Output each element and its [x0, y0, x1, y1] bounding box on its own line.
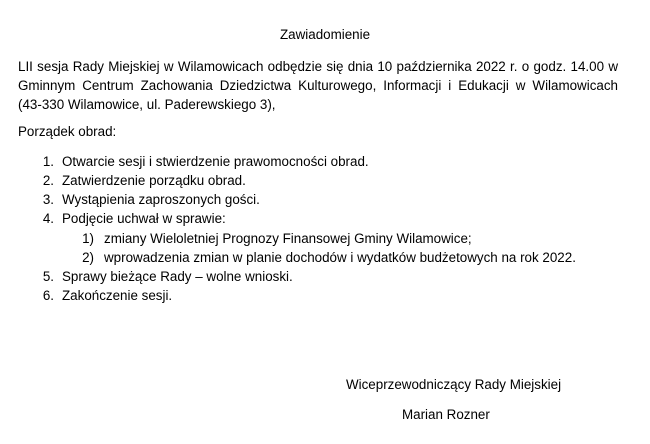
agenda-item [18, 152, 369, 171]
signature-name: Marian Rozner [402, 407, 490, 422]
agenda-item-text: Sprawy bieżące Rady – wolne wnioski. [62, 269, 293, 284]
agenda-item [18, 209, 226, 228]
agenda-item-number: 2. [42, 173, 54, 188]
agenda-heading: Porządek obrad: [18, 124, 117, 139]
agenda-subitem [64, 229, 472, 248]
intro-line: Gminnym Centrum Zachowania Dziedzictwa Kulturowego, Informacji i Edukacji w Wilamowicach [18, 78, 618, 93]
agenda-subitem-number: 2) [82, 250, 94, 265]
intro-line: (43-330 Wilamowice, ul. Paderewskiego 3), [18, 97, 276, 112]
agenda-subitem [64, 248, 576, 267]
agenda-subitem-number: 1) [82, 231, 94, 246]
agenda-item-number: 4. [42, 211, 54, 226]
agenda-subitem-text: zmiany Wieloletniej Prognozy Finansowej Gminy Wilamowice; [104, 231, 472, 246]
agenda-item-number: 6. [42, 288, 54, 303]
agenda-item [18, 171, 246, 190]
agenda-item-number: 1. [42, 154, 54, 169]
agenda-item [18, 286, 172, 305]
intro-line: LII sesja Rady Miejskiej w Wilamowicach odbędzie się dnia 10 października 2022 r. o godz. 14.00 w [18, 59, 618, 74]
agenda-item-text: Zakończenie sesji. [62, 288, 173, 303]
agenda-item-text: Wystąpienia zaproszonych gości. [62, 192, 260, 207]
agenda-item-text: Zatwierdzenie porządku obrad. [62, 173, 246, 188]
agenda-item-text: Otwarcie sesji i stwierdzenie prawomocności obrad. [62, 154, 369, 169]
signature-role: Wiceprzewodniczący Rady Miejskiej [346, 377, 562, 392]
agenda-item-text: Podjęcie uchwał w sprawie: [62, 211, 226, 226]
agenda-subitem-text: wprowadzenia zmian w planie dochodów i wydatków budżetowych na rok 2022. [104, 250, 576, 265]
agenda-item [18, 190, 260, 209]
document-title: Zawiadomienie [279, 27, 371, 42]
intro-paragraph [18, 57, 618, 114]
agenda-item [18, 267, 293, 286]
agenda-item-number: 3. [42, 192, 54, 207]
agenda-item-number: 5. [42, 269, 54, 284]
